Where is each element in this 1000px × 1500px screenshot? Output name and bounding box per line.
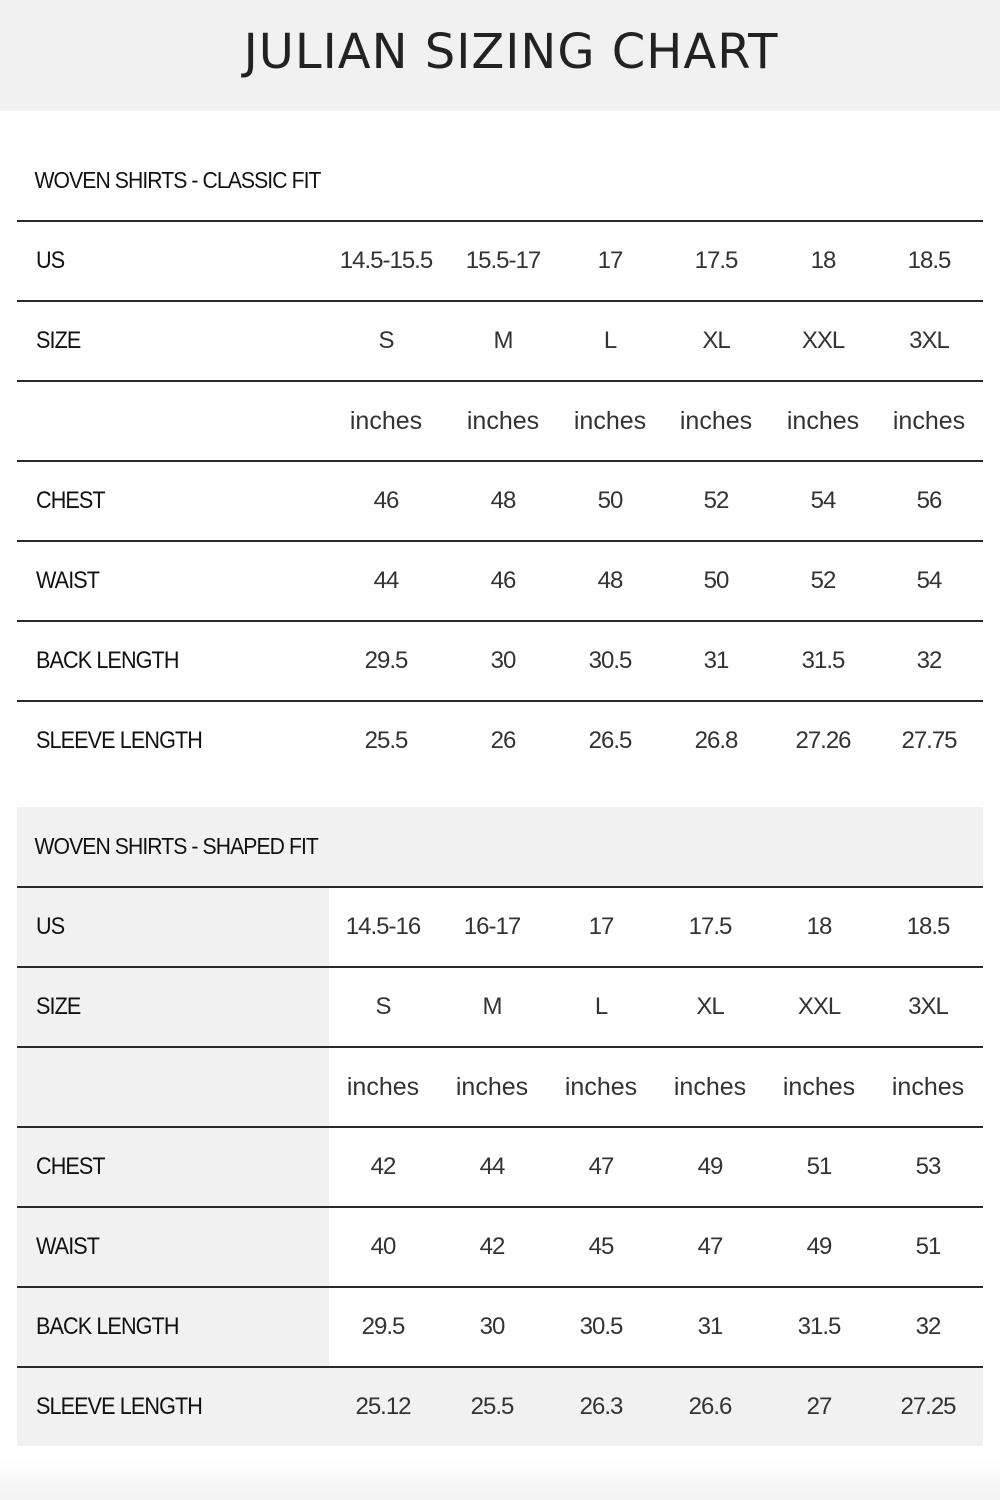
table-cell: 52 (703, 487, 729, 514)
row-label: WAIST (36, 567, 100, 594)
table-row-chest (17, 1126, 983, 1206)
unit-cell: inches (891, 1073, 965, 1101)
table-cell: 18 (806, 913, 832, 940)
table-cell: XXL (797, 993, 841, 1020)
table-cell: 26.8 (694, 727, 738, 754)
table-row-units (17, 1046, 983, 1126)
classic-fit-table (17, 141, 983, 780)
page-title: JULIAN SIZING CHART (243, 24, 779, 80)
table-cell: 29.5 (364, 647, 408, 674)
table-cell: 50 (597, 487, 623, 514)
table-cell: 17.5 (694, 247, 738, 274)
row-label: CHEST (36, 487, 105, 514)
table-cell: S (375, 993, 391, 1020)
table-cell: 50 (703, 567, 729, 594)
table-cell: 3XL (908, 993, 948, 1020)
table-row-waist (17, 540, 983, 620)
table-cell: 30.5 (588, 647, 632, 674)
row-label: US (36, 247, 65, 274)
table-cell: 27 (806, 1393, 832, 1420)
table-cell: L (603, 327, 617, 354)
table-cell: 30 (490, 647, 516, 674)
table-cell: 14.5-16 (345, 913, 421, 940)
table-row-back-length (17, 620, 983, 700)
table-cell: 18.5 (907, 247, 951, 274)
table-cell: 26.5 (588, 727, 632, 754)
table-row-back-length (17, 1286, 983, 1366)
table-cell: 45 (588, 1233, 614, 1260)
unit-cell: inches (786, 407, 860, 435)
table-cell: 14.5-15.5 (339, 247, 433, 274)
page-header (0, 0, 1000, 111)
row-label: SIZE (36, 993, 81, 1020)
table-cell: 32 (916, 647, 942, 674)
row-label: SIZE (36, 327, 81, 354)
row-label: BACK LENGTH (36, 1313, 179, 1340)
table-cell: 18.5 (906, 913, 950, 940)
table-cell: 47 (588, 1153, 614, 1180)
table-row-us (17, 220, 983, 300)
table-cell: 17 (588, 913, 614, 940)
table-cell: 26.3 (579, 1393, 623, 1420)
table-cell: 27.75 (901, 727, 957, 754)
table-row-chest (17, 460, 983, 540)
table-title: WOVEN SHIRTS - SHAPED FIT (34, 833, 318, 859)
unit-cell: inches (673, 1073, 747, 1101)
table-cell: 3XL (909, 327, 949, 354)
table-row-size (17, 300, 983, 380)
unit-cell: inches (573, 407, 647, 435)
table-title: WOVEN SHIRTS - CLASSIC FIT (34, 167, 321, 193)
row-label: SLEEVE LENGTH (36, 1393, 202, 1420)
table-cell: 29.5 (361, 1313, 405, 1340)
table-cell: 26.6 (688, 1393, 732, 1420)
table-cell: 48 (597, 567, 623, 594)
table-cell: 40 (370, 1233, 396, 1260)
table-cell: 25.5 (470, 1393, 514, 1420)
table-cell: 31.5 (797, 1313, 841, 1340)
table-cell: 26 (490, 727, 516, 754)
unit-cell: inches (679, 407, 753, 435)
table-cell: XL (696, 993, 724, 1020)
table-cell: 18 (810, 247, 836, 274)
unit-cell: inches (466, 407, 540, 435)
table-cell: XXL (801, 327, 845, 354)
table-cell: XL (702, 327, 730, 354)
unit-cell: inches (782, 1073, 856, 1101)
table-cell: 25.5 (364, 727, 408, 754)
table-cell: 46 (490, 567, 516, 594)
table-row-us (17, 886, 983, 966)
table-cell: 16-17 (463, 913, 521, 940)
table-cell: 25.12 (355, 1393, 411, 1420)
row-label: BACK LENGTH (36, 647, 179, 674)
unit-cell: inches (564, 1073, 638, 1101)
table-cell: 17 (597, 247, 623, 274)
table-cell: 53 (915, 1153, 941, 1180)
table-cell: 56 (916, 487, 942, 514)
table-row-sleeve-length (17, 1366, 983, 1446)
bottom-band (0, 1458, 1000, 1500)
table-cell: 30.5 (579, 1313, 623, 1340)
table-cell: 30 (479, 1313, 505, 1340)
row-label: SLEEVE LENGTH (36, 727, 202, 754)
table-cell: 52 (810, 567, 836, 594)
table-cell: S (378, 327, 394, 354)
table-cell: 42 (479, 1233, 505, 1260)
unit-cell: inches (346, 1073, 420, 1101)
table-cell: M (482, 993, 502, 1020)
table-cell: 27.25 (900, 1393, 956, 1420)
table-row-size (17, 966, 983, 1046)
table-cell: 47 (697, 1233, 723, 1260)
table-cell: 46 (373, 487, 399, 514)
table-cell: 31 (703, 647, 729, 674)
table-cell: 17.5 (688, 913, 732, 940)
shaped-fit-table (17, 807, 983, 1446)
table-cell: 51 (915, 1233, 941, 1260)
unit-cell: inches (892, 407, 966, 435)
table-cell: 54 (810, 487, 836, 514)
table-cell: 44 (479, 1153, 505, 1180)
table-cell: 31 (697, 1313, 723, 1340)
table-cell: 32 (915, 1313, 941, 1340)
table-cell: 51 (806, 1153, 832, 1180)
table-cell: 49 (697, 1153, 723, 1180)
table-cell: 27.26 (795, 727, 851, 754)
table-row-units (17, 380, 983, 460)
table-cell: 48 (490, 487, 516, 514)
unit-cell: inches (455, 1073, 529, 1101)
unit-cell: inches (349, 407, 423, 435)
table-cell: 44 (373, 567, 399, 594)
row-label: WAIST (36, 1233, 100, 1260)
table-row-waist (17, 1206, 983, 1286)
table-cell: 42 (370, 1153, 396, 1180)
table-cell: L (594, 993, 608, 1020)
table-cell: 31.5 (801, 647, 845, 674)
table-cell: 15.5-17 (465, 247, 541, 274)
row-label: CHEST (36, 1153, 105, 1180)
table-row-sleeve-length (17, 700, 983, 780)
row-label: US (36, 913, 65, 940)
table-cell: M (493, 327, 513, 354)
table-cell: 49 (806, 1233, 832, 1260)
table-cell: 54 (916, 567, 942, 594)
